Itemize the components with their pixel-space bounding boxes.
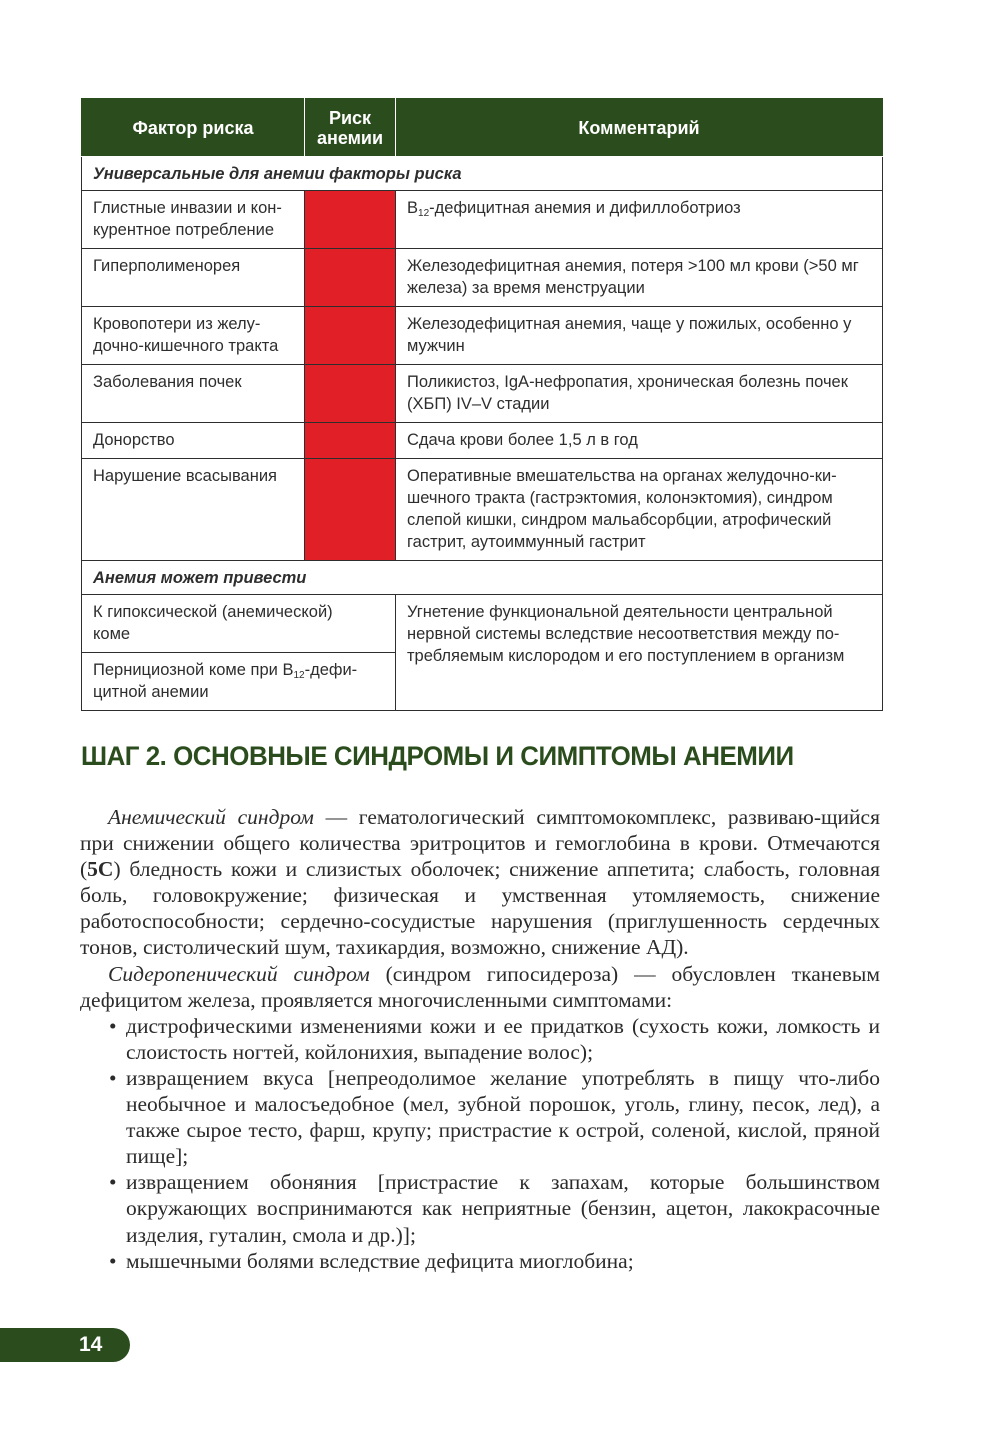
table-row <box>82 459 883 561</box>
section-row <box>82 157 883 191</box>
body-text <box>80 804 880 1274</box>
section-heading: ШАГ 2. ОСНОВНЫЕ СИНДРОМЫ И СИМПТОМЫ АНЕМИИ <box>81 741 794 771</box>
term-sideropenic-syndrome: Сидеропенический синдром <box>108 961 370 986</box>
risk-indicator <box>305 423 396 459</box>
paragraph-text: — гематологический симптомокомплекс, развиваю-щийся при снижении общего количества эритроцитов и гемоглобина в крови. Отмечаются ( <box>80 805 880 882</box>
list-item <box>109 1065 880 1169</box>
risk-indicator <box>305 191 396 249</box>
page-number: 14 <box>79 1333 103 1356</box>
comment-cell <box>396 307 883 365</box>
risk-factors-table <box>81 98 883 711</box>
factor-text: Глистные инвазии и кон- курентное потребление <box>93 199 282 239</box>
list-item <box>109 1169 880 1247</box>
header-comment: Комментарий <box>396 99 883 157</box>
section-title-consequences: Анемия может привести <box>82 561 883 595</box>
header-factor: Фактор риска <box>82 99 305 157</box>
consequence-cell <box>82 653 396 711</box>
list-item-text: извращением обоняния [пристрастие к запахам, которые большинством окружающих воспринимаются как неприятные (бензин, ацетон, лакокрасочные изделия, гуталин, смола и др.)]; <box>126 1170 880 1247</box>
bullet-icon: • <box>109 1248 117 1273</box>
header-risk <box>305 99 396 157</box>
consequence-suffix: -дефи- цитной анемии <box>93 661 358 701</box>
section-row <box>82 561 883 595</box>
table-header-row <box>82 99 883 157</box>
header-risk-line1: Риск <box>328 107 372 128</box>
paragraph-anemic-syndrome <box>80 804 880 961</box>
consequence-cell <box>82 595 396 653</box>
risk-indicator <box>305 365 396 423</box>
table-row <box>82 365 883 423</box>
paragraph-sideropenic-syndrome <box>80 961 880 1013</box>
table-row <box>82 423 883 459</box>
comment-cell <box>396 191 883 249</box>
factor-text: Донорство <box>93 431 175 449</box>
symptom-list <box>80 1013 880 1274</box>
bullet-icon: • <box>109 1170 117 1195</box>
list-item-text: дистрофическими изменениями кожи и ее придатков (сухость кожи, ломкость и слоистость ногтей, койлонихия, выпадение волос); <box>126 1013 880 1064</box>
list-item-text: извращением вкуса [непреодолимое желание употреблять в пищу что-либо необычное и малосъедобное (мел, зубной порошок, уголь, глину, песок, лед), а также сырое тесто, фарш, крупу; пристрастие к острой, соленой, кислой, пряной пище]; <box>126 1065 880 1169</box>
header-risk-line2: анемии <box>316 127 384 148</box>
page-number-tab <box>0 1328 130 1362</box>
list-item <box>109 1248 880 1274</box>
term-anemic-syndrome: Анемический синдром <box>108 805 314 829</box>
paragraph-text: (синдром гипосидероза) — обусловлен тканевым дефицитом железа, проявляется многочисленными симптомами: <box>80 961 880 1012</box>
list-item <box>109 1013 880 1065</box>
comment-prefix: B <box>407 199 419 217</box>
paragraph-text: ) бледность кожи и слизистых оболочек; снижение аппетита; слабость, головная боль, головокружение; физическая и умственная утомляемость, снижение работоспособности; сердечно-сосудистые нарушения (приглушенность сердечных тонов, систолический шум, тахикардия, возможно, снижение АД). <box>80 857 880 960</box>
comment-cell <box>396 365 883 423</box>
risk-indicator <box>305 459 396 561</box>
factor-text: Кровопотери из желу- дочно-кишечного тракта <box>93 315 279 355</box>
comment-text: Поликистоз, IgA-нефропатия, хроническая болезнь почек (ХБП) IV–V стадии <box>407 373 848 413</box>
table-row <box>82 249 883 307</box>
factor-cell <box>82 307 305 365</box>
factor-cell <box>82 249 305 307</box>
comment-subscript: 12 <box>418 208 430 219</box>
consequence-comment-text: Угнетение функциональной деятельности центральной нервной системы вследствие несоответствия между по- требляемым кислородом и его поступлением в организм <box>407 603 845 665</box>
consequence-prefix: Пернициозной коме при B <box>93 661 294 679</box>
bullet-icon: • <box>109 1013 117 1038</box>
table-row <box>82 191 883 249</box>
comment-text: -дефицитная анемия и дифиллоботриоз <box>429 199 741 217</box>
comment-cell <box>396 423 883 459</box>
table-row <box>82 307 883 365</box>
comment-cell <box>396 459 883 561</box>
risk-indicator <box>305 249 396 307</box>
factor-text: Гиперполименорея <box>93 257 241 275</box>
factor-cell <box>82 459 305 561</box>
factor-text: Нарушение всасывания <box>93 467 277 485</box>
consequence-subscript: 12 <box>293 670 305 681</box>
consequence-text: К гипоксической (анемической) коме <box>93 603 333 643</box>
comment-text: Оперативные вмешательства на органах желудочно-ки- шечного тракта (гастрэктомия, колонэктомия), синдром слепой кишки, синдром мальабсорбции, атрофический гастрит, аутоиммунный гастрит <box>407 467 837 551</box>
bullet-icon: • <box>109 1065 117 1090</box>
comment-cell <box>396 249 883 307</box>
factor-cell <box>82 423 305 459</box>
comment-text: Железодефицитная анемия, чаще у пожилых, особенно у мужчин <box>407 315 852 355</box>
comment-text: Железодефицитная анемия, потеря >100 мл крови (>50 мг железа) за время менструации <box>407 257 859 297</box>
table-row <box>82 595 883 653</box>
risk-indicator <box>305 307 396 365</box>
color-plate-reference: 5С <box>87 857 114 882</box>
consequence-comment-cell <box>396 595 883 711</box>
section-title-universal: Универсальные для анемии факторы риска <box>82 157 883 191</box>
list-item-text: мышечными болями вследствие дефицита миоглобина; <box>126 1248 634 1273</box>
factor-cell <box>82 365 305 423</box>
factor-cell <box>82 191 305 249</box>
factor-text: Заболевания почек <box>93 373 242 391</box>
comment-text: Сдача крови более 1,5 л в год <box>407 431 638 449</box>
